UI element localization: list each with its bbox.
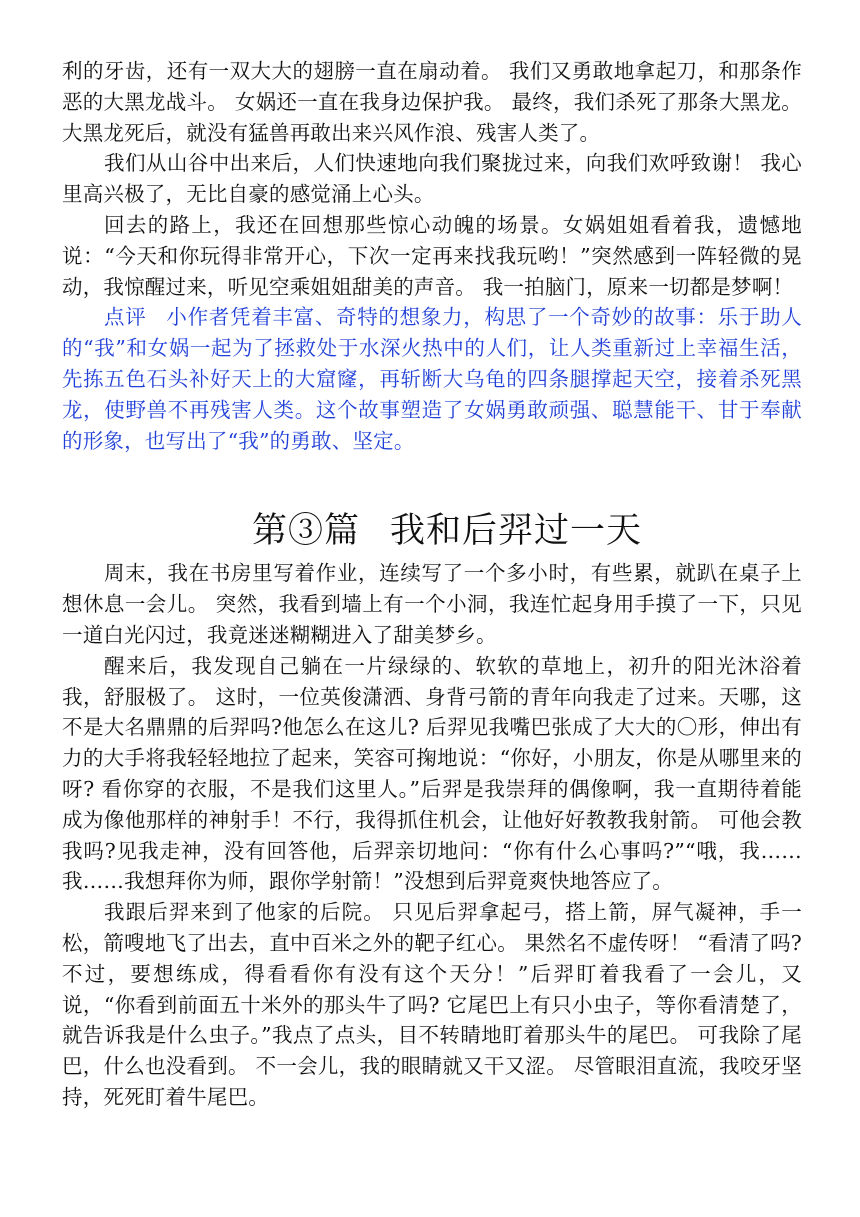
chapter-heading [62,508,802,554]
comment-label: 点评 [104,305,147,330]
chapter-number: 第③篇 [251,511,360,552]
chapter-paragraph: 我跟后羿来到了他家的后院。 只见后羿拿起弓，搭上箭，屏气凝神，手一松，箭嗖地飞了出去，直中百米之外的靶子红心。 果然名不虚传呀！ “看清了吗?不过，要想练成，得看看你有没有这个天分！”后羿盯着我看了一会儿，又说，“你看到前面五十米外的那头牛了吗? 它尾巴上有只小虫子，等你看清楚了，就告诉我是什么虫子。”我点了点头，目不转睛地盯着那头牛的尾巴。 可我除了尾巴，什么也没看到。 不一会儿，我的眼睛就又干又涩。 尽管眼泪直流，我咬牙坚持，死死盯着牛尾巴。 [62,900,802,1109]
story-paragraph: 回去的路上，我还在回想那些惊心动魄的场景。女娲姐姐看着我，遗憾地说：“今天和你玩得非常开心，下次一定再来找我玩哟！”突然感到一阵轻微的晃动，我惊醒过来，听见空乘姐姐甜美的声音。 我一拍脑门，原来一切都是梦啊！ [62,212,802,299]
chapter-name: 我和后羿过一天 [390,511,643,552]
chapter-paragraph: 周末，我在书房里写着作业，连续写了一个多小时，有些累，就趴在桌子上想休息一会儿。 突然，我看到墙上有一个小洞，我连忙起身用手摸了一下，只见一道白光闪过，我竟迷迷糊糊进入了甜美梦乡。 [62,561,802,647]
chapter-title [252,508,642,554]
teacher-comment [62,302,802,456]
comment-text: 小作者凭着丰富、奇特的想象力，构思了一个奇妙的故事：乐于助人的“我”和女娲一起为了拯救处于水深火热中的人们，让人类重新过上幸福生活，先拣五色石头补好天上的大窟窿，再斩断大乌龟的四条腿撑起天空，接着杀死黑龙，使野兽不再残害人类。这个故事塑造了女娲勇敢顽强、聪慧能干、甘于奉献的形象，也写出了“我”的勇敢、坚定。 [62,305,802,453]
story-paragraph: 利的牙齿，还有一双大大的翅膀一直在扇动着。 我们又勇敢地拿起刀，和那条作恶的大黑龙战斗。 女娲还一直在我身边保护我。 最终，我们杀死了那条大黑龙。大黑龙死后，就没有猛兽再敢出来兴风作浪、残害人类了。 [62,59,802,145]
chapter-paragraph: 醒来后，我发现自己躺在一片绿绿的、软软的草地上，初升的阳光沐浴着我，舒服极了。 这时，一位英俊潇洒、身背弓箭的青年向我走了过来。天哪，这不是大名鼎鼎的后羿吗?他怎么在这儿? 后羿见我嘴巴张成了大大的〇形，伸出有力的大手将我轻轻地拉了起来，笑容可掬地说：“你好，小朋友，你是从哪里来的呀? 看你穿的衣服，不是我们这里人。”后羿是我崇拜的偶像啊，我一直期待着能成为像他那样的神射手！不行，我得抓住机会，让他好好教教我射箭。 可他会教我吗?见我走神，没有回答他，后羿亲切地问：“你有什么心事吗?”“哦，我……我……我想拜你为师，跟你学射箭！”没想到后羿竟爽快地答应了。 [62,653,802,894]
story-paragraph: 我们从山谷中出来后，人们快速地向我们聚拢过来，向我们欢呼致谢！ 我心里高兴极了，无比自豪的感觉涌上心头。 [62,151,802,207]
document-page [62,56,802,1113]
